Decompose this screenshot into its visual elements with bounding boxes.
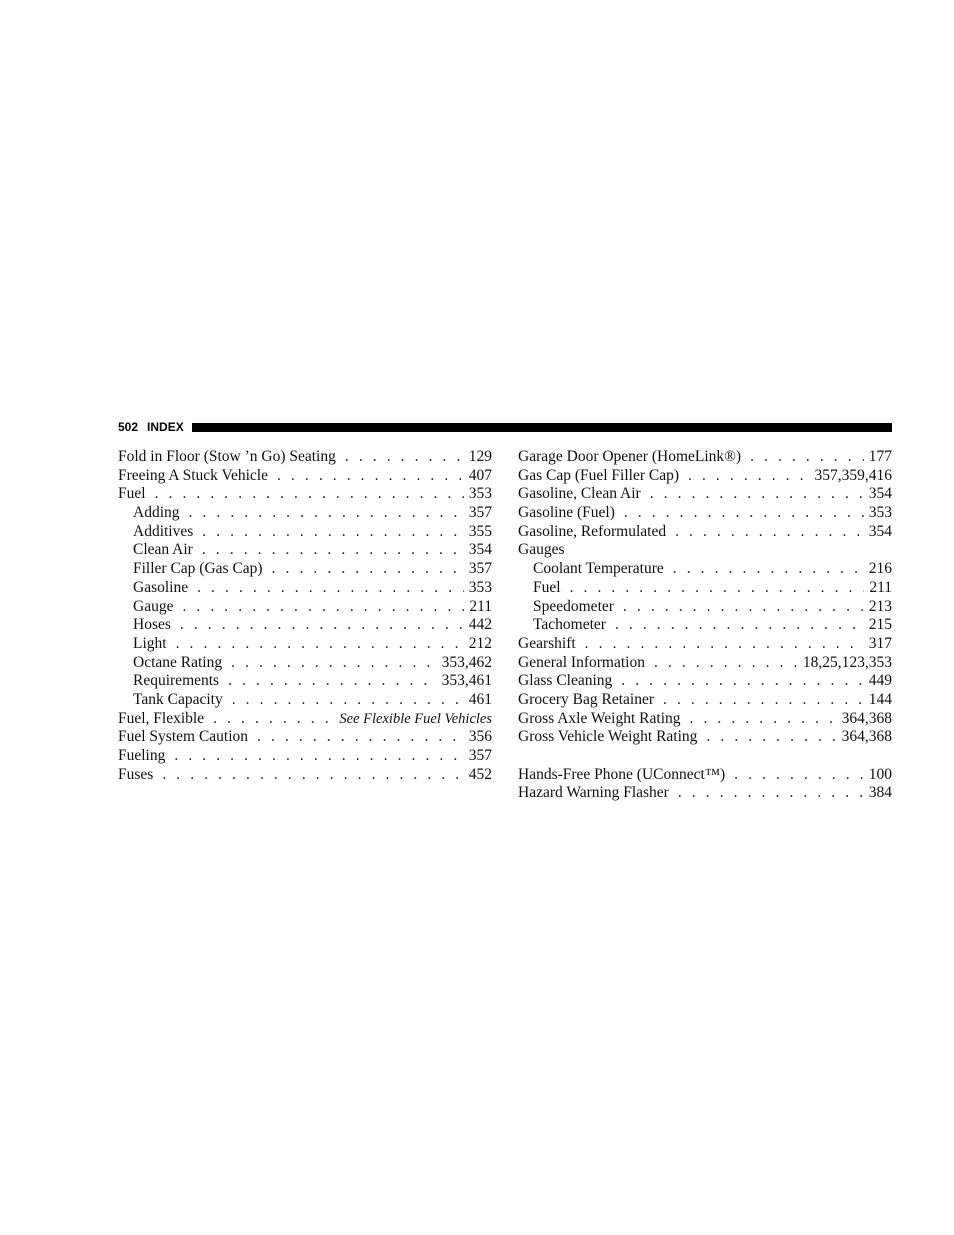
page-reference: 461 [468, 690, 492, 708]
index-subentry [118, 560, 492, 579]
index-subentry [518, 616, 892, 635]
index-term: Gasoline, Reformulated [518, 522, 667, 540]
index-subentry [118, 541, 492, 560]
page-reference: 354 [868, 485, 892, 503]
index-subentry [118, 523, 492, 542]
index-term: Hazard Warning Flasher [518, 784, 669, 802]
index-term: Tank Capacity [133, 690, 223, 708]
index-entry [118, 728, 492, 747]
page-reference: 177 [868, 448, 892, 465]
index-entry [518, 635, 892, 654]
dot-leader [673, 560, 864, 579]
dot-leader [257, 728, 464, 747]
index-subentry [518, 579, 892, 598]
index-entry [518, 654, 892, 673]
dot-leader [202, 523, 463, 542]
dot-leader [623, 598, 864, 617]
dot-leader [615, 616, 864, 635]
dot-leader [272, 560, 464, 579]
dot-leader [277, 467, 464, 486]
dot-leader [678, 784, 864, 803]
dot-leader [180, 616, 464, 635]
dot-leader [734, 766, 864, 785]
index-entry [518, 523, 892, 542]
page-reference: 100 [868, 765, 892, 783]
index-subentry [118, 635, 492, 654]
dot-leader [176, 635, 464, 654]
index-term: Adding [133, 504, 180, 522]
index-subentry [118, 654, 492, 673]
page-reference: 357,359,416 [814, 466, 892, 484]
dot-leader [231, 654, 437, 673]
index-entry [518, 784, 892, 803]
page-reference: 213 [868, 597, 892, 615]
dot-leader [621, 672, 863, 691]
page-header [118, 420, 892, 435]
index-entry [518, 467, 892, 486]
page-reference: 357 [468, 747, 492, 764]
index-entry [118, 467, 492, 486]
index-term: Gasoline [133, 578, 189, 596]
page-reference: 449 [868, 672, 892, 690]
index-column-left [118, 448, 492, 784]
index-subentry [118, 598, 492, 617]
index-subentry [518, 598, 892, 617]
page-reference: 384 [868, 784, 892, 802]
index-entry [518, 541, 892, 560]
index-subentry [518, 560, 892, 579]
index-entry [118, 485, 492, 504]
index-column-right [518, 448, 892, 803]
page-reference: 353 [468, 485, 492, 503]
page-reference: 353 [468, 578, 492, 596]
dot-leader [750, 448, 864, 467]
page-reference: 144 [868, 690, 892, 708]
index-term: Requirements [133, 672, 220, 690]
index-subentry [118, 672, 492, 691]
index-term: Additives [133, 522, 194, 540]
index-subentry [118, 691, 492, 710]
page-reference: 353,462 [441, 653, 492, 671]
index-term: Grocery Bag Retainer [518, 690, 654, 708]
page-reference: 452 [468, 765, 492, 783]
index-term: Filler Cap (Gas Cap) [133, 560, 263, 578]
index-term: Gauges [518, 541, 565, 559]
page-reference: 442 [468, 616, 492, 634]
dot-leader [706, 728, 836, 747]
dot-leader [155, 485, 464, 504]
dot-leader [202, 541, 464, 560]
page-reference: 357 [468, 504, 492, 522]
index-entry [118, 766, 492, 785]
dot-leader [197, 579, 464, 598]
page-reference: 215 [868, 616, 892, 634]
index-term: Garage Door Opener (HomeLink®) [518, 448, 742, 465]
dot-leader [232, 691, 464, 710]
dot-leader [624, 504, 864, 523]
page-reference: 211 [469, 597, 492, 615]
dot-leader [162, 766, 463, 785]
index-term: Tachometer [533, 616, 606, 634]
index-subentry [118, 579, 492, 598]
page-reference: 364,368 [841, 728, 892, 746]
dot-leader [570, 579, 865, 598]
index-subentry [118, 616, 492, 635]
index-entry [118, 747, 492, 766]
index-term: Coolant Temperature [533, 560, 664, 578]
dot-leader [663, 691, 864, 710]
page-reference: 317 [868, 634, 892, 652]
page-reference: 356 [468, 728, 492, 746]
index-term: Fueling [118, 747, 166, 764]
dot-leader [189, 504, 464, 523]
index-entry [518, 691, 892, 710]
dot-leader [650, 485, 864, 504]
index-term: Glass Cleaning [518, 672, 613, 690]
dot-leader [345, 448, 464, 467]
index-term: Fuel, Flexible [118, 709, 205, 727]
page-reference: 364,368 [841, 709, 892, 727]
index-entry [518, 710, 892, 729]
dot-leader [585, 635, 864, 654]
index-term: Hands-Free Phone (UConnect™) [518, 765, 726, 783]
dot-leader [688, 467, 809, 486]
index-term: General Information [518, 653, 645, 671]
page-reference: 353,461 [441, 672, 492, 690]
index-term: Gasoline (Fuel) [518, 504, 615, 522]
dot-leader [174, 747, 463, 766]
index-entry [518, 485, 892, 504]
page-reference: 211 [869, 578, 892, 596]
index-entry [518, 504, 892, 523]
index-entry [518, 448, 892, 467]
page-reference: See Flexible Fuel Vehicles [339, 710, 492, 727]
dot-leader [675, 523, 864, 542]
page-reference: 355 [468, 522, 492, 540]
index-term: Gross Vehicle Weight Rating [518, 728, 698, 746]
header-rule [192, 423, 892, 432]
index-subentry [118, 504, 492, 523]
index-term: Fuses [118, 765, 154, 783]
index-entry [518, 728, 892, 747]
section-title: INDEX [147, 420, 184, 434]
index-term: Clean Air [133, 541, 193, 559]
dot-leader [654, 654, 798, 673]
index-term: Gas Cap (Fuel Filler Cap) [518, 466, 680, 484]
dot-leader [228, 672, 437, 691]
page-reference: 353 [868, 504, 892, 522]
index-term: Gross Axle Weight Rating [518, 709, 681, 727]
index-entry [518, 766, 892, 785]
index-term: Gauge [133, 597, 174, 615]
index-term: Light [133, 634, 167, 652]
page-reference: 354 [868, 522, 892, 540]
page-reference: 407 [468, 466, 492, 484]
index-term: Fuel [533, 578, 561, 596]
index-entry [518, 672, 892, 691]
index-term: Hoses [133, 616, 171, 634]
page-number: 502 [118, 420, 139, 434]
dot-leader [690, 710, 837, 729]
index-term: Gearshift [518, 634, 576, 652]
index-term: Octane Rating [133, 653, 223, 671]
index-entry [118, 448, 492, 467]
page-reference: 354 [468, 541, 492, 559]
index-term: Freeing A Stuck Vehicle [118, 466, 268, 484]
index-term: Speedometer [533, 597, 614, 615]
index-term: Fuel [118, 485, 146, 503]
index-term: Gasoline, Clean Air [518, 485, 641, 503]
index-term: Fuel System Caution [118, 728, 249, 746]
index-term: Fold in Floor (Stow ’n Go) Seating [118, 448, 336, 465]
page-reference: 216 [868, 560, 892, 578]
index-entry [118, 710, 492, 729]
dot-leader [213, 710, 334, 729]
page-reference: 212 [468, 634, 492, 652]
page-reference: 18,25,123,353 [802, 653, 892, 671]
page-reference: 357 [468, 560, 492, 578]
dot-leader [182, 598, 464, 617]
page-reference: 129 [468, 448, 492, 465]
